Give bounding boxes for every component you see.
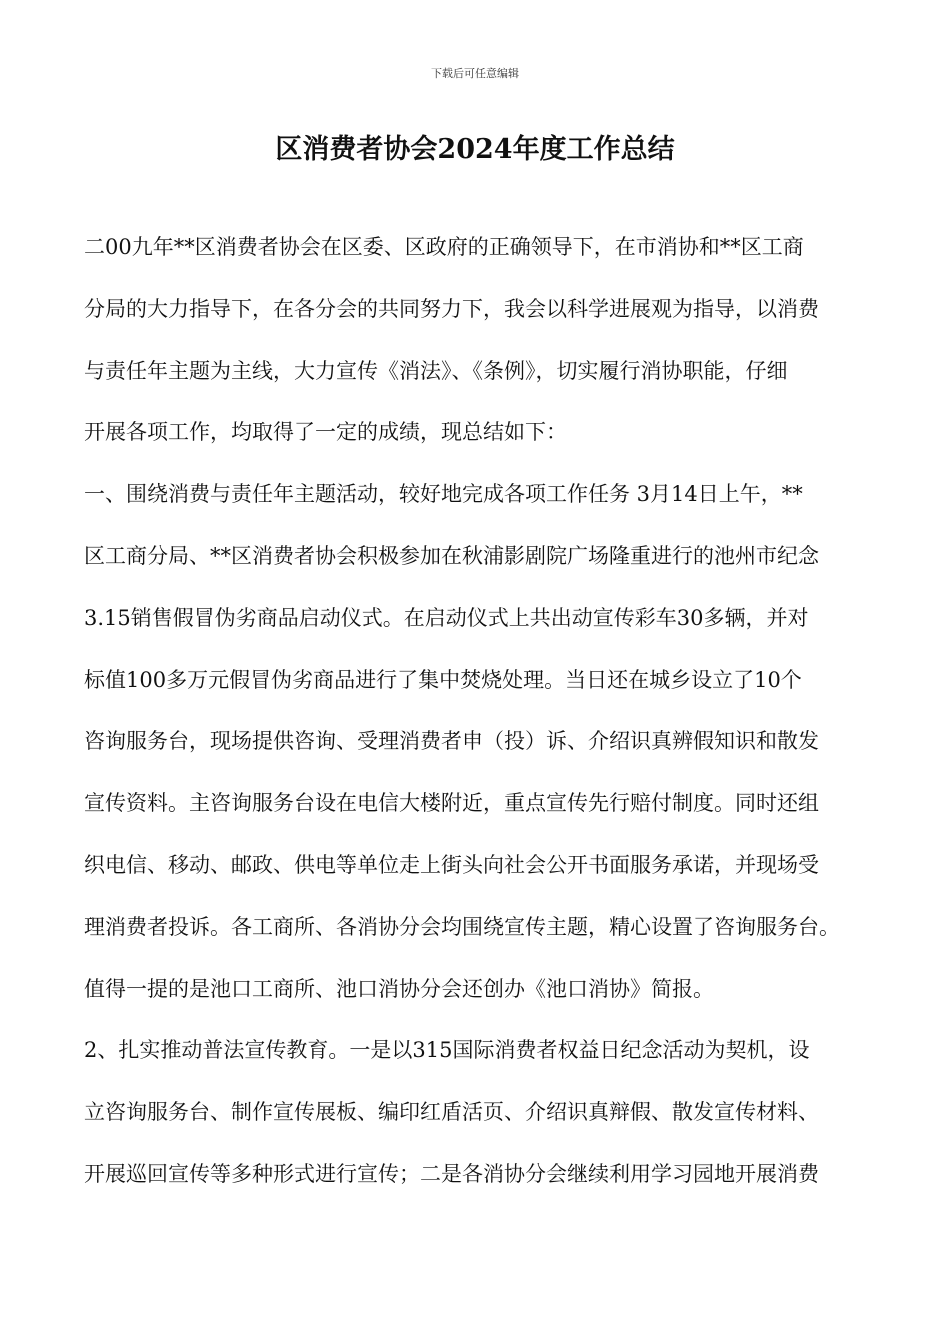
body-line: 立咨询服务台、制作宣传展板、编印红盾活页、介绍识真辩假、散发宣传材料、 [84,1100,819,1125]
body-line: 开展巡回宣传等多种形式进行宣传；二是各消协分会继续利用学习园地开展消费 [84,1161,819,1186]
body-line: 宣传资料。主咨询服务台设在电信大楼附近，重点宣传先行赔付制度。同时还组 [84,791,819,816]
body-line: 与责任年主题为主线，大力宣传《消法》、《条例》，切实履行消协职能，仔细 [84,358,788,383]
body-line: 值得一提的是池口工商所、池口消协分会还创办《池口消协》简报。 [84,976,714,1001]
body-line: 分局的大力指导下，在各分会的共同努力下，我会以科学进展观为指导，以消费 [84,296,819,321]
body-line: 理消费者投诉。各工商所、各消协分会均围绕宣传主题，精心设置了咨询服务台。 [84,914,840,939]
body-line: 3.15销售假冒伪劣商品启动仪式。在启动仪式上共出动宣传彩车30多辆，并对 [84,605,809,630]
body-line: 二00九年**区消费者协会在区委、区政府的正确领导下，在市消协和**区工商 [84,235,804,259]
body-line: 2、扎实推动普法宣传教育。一是以315国际消费者权益日纪念活动为契机，设 [84,1038,810,1063]
document-title: 区消费者协会2024年度工作总结 [275,134,675,165]
body-line: 织电信、移动、邮政、供电等单位走上街头向社会公开书面服务承诺，并现场受 [84,852,819,877]
body-line: 标值100多万元假冒伪劣商品进行了集中焚烧处理。当日还在城乡设立了10个 [84,667,802,692]
body-line: 开展各项工作，均取得了一定的成绩，现总结如下： [84,420,567,445]
header-note: 下载后可任意编辑 [431,67,519,80]
document-body [84,217,884,1206]
body-line: 区工商分局、**区消费者协会积极参加在秋浦影剧院广场隆重进行的池州市纪念 [84,543,819,568]
body-line: 咨询服务台，现场提供咨询、受理消费者申（投）诉、介绍识真辨假知识和散发 [84,729,819,754]
body-line: 一、围绕消费与责任年主题活动，较好地完成各项工作任务 3月14日上午，** [84,482,803,507]
